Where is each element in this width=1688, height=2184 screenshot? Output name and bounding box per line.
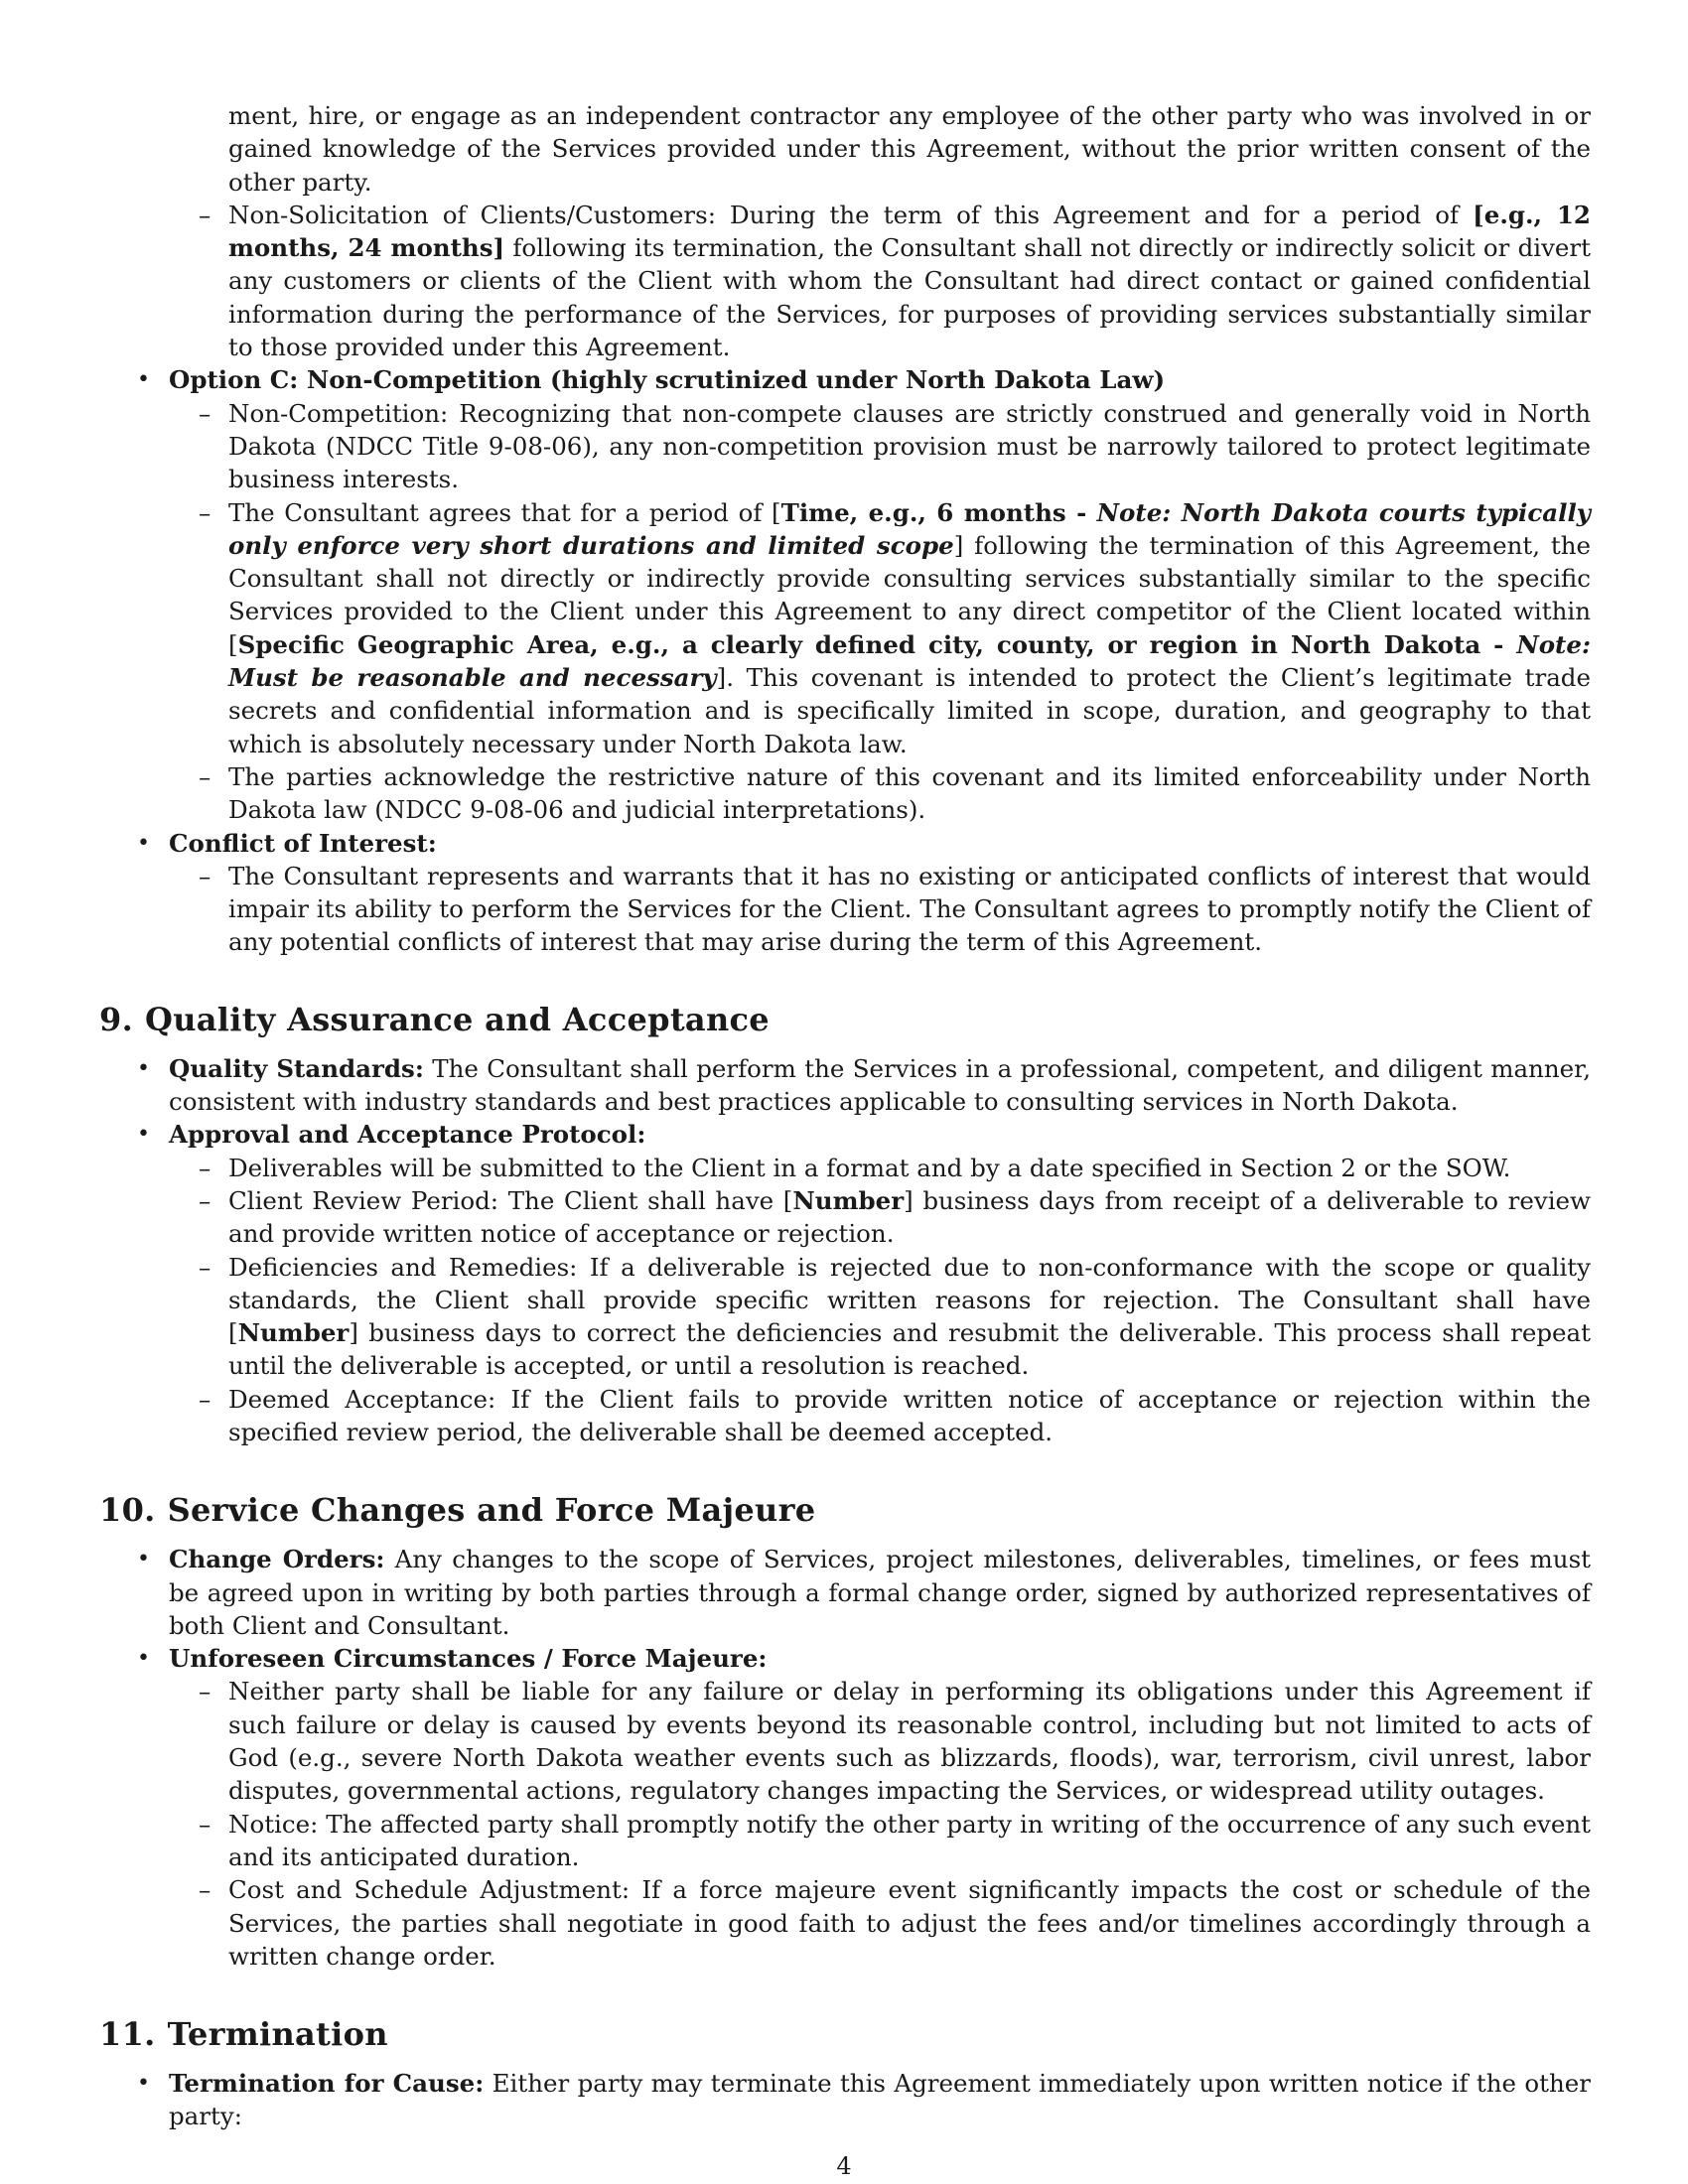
list-item <box>99 496 1591 760</box>
bold-label: Quality Standards: <box>169 1053 424 1083</box>
section-10-list <box>99 1543 1591 1675</box>
deficiencies-text <box>228 1251 1591 1383</box>
section-number: 10. <box>99 1491 156 1530</box>
placeholder-bold: Time, e.g., 6 months - <box>780 497 1097 527</box>
section-title: Service Changes and Force Majeure <box>167 1491 816 1530</box>
cost-schedule-text: – Cost and Schedule Adjustment: If a force majeure event significantly impacts the cost or schedule of the Services, the parties shall negotiate in good faith to adjust the fees and/or timelines accordingly through a written change order. <box>228 1875 1591 1971</box>
option-c-list <box>99 363 1591 396</box>
list-item <box>99 199 1591 363</box>
text-run: The Consultant shall perform the Services in a professional, competent, and diligent manner, consistent with industry standards and best practices applicable to consulting services in North Dakota. <box>169 1053 1591 1117</box>
conflict-list <box>99 827 1591 860</box>
page-content <box>99 99 1591 2133</box>
force-majeure-text: – Neither party shall be liable for any failure or delay in performing its obligations under this Agreement if such failure or delay is caused by events beyond its reasonable control, including but not limited to acts of God (e.g., severe North Dakota weather events such as blizzards, floods), war, terrorism, civil unrest, labor disputes, governmental actions, regulatory changes impacting the Services, or widespread utility outages. <box>228 1677 1591 1806</box>
notice-text: – Notice: The affected party shall promptly notify the other party in writing of the occurrence of any such event and its anticipated duration. <box>228 1809 1591 1871</box>
deliverables-text: – Deliverables will be submitted to the Client in a format and by a date specified in Section 2 or the SOW. <box>228 1153 1511 1182</box>
section-number: 9. <box>99 1000 134 1038</box>
text-run: Client Review Period: The Client shall have [ <box>228 1185 793 1215</box>
list-item <box>99 1873 1591 1973</box>
section-10-heading <box>99 1490 1591 1530</box>
bold-label: Termination for Cause: <box>169 2069 485 2099</box>
deemed-acceptance-text: – Deemed Acceptance: If the Client fails to provide written notice of acceptance or rejection within the specified review period, the deliverable shall be deemed accepted. <box>228 1384 1591 1446</box>
quality-standards-text <box>169 1052 1591 1119</box>
list-item <box>99 1251 1591 1383</box>
section-title: Termination <box>167 2015 388 2054</box>
section-9-sublist <box>99 1152 1591 1449</box>
section-10-sublist <box>99 1675 1591 1973</box>
conflict-heading <box>169 827 1591 860</box>
intro-list <box>99 199 1591 363</box>
placeholder-bold: [e.g., 12 months, 24 months] <box>228 200 1591 263</box>
list-item <box>99 1184 1591 1251</box>
list-item <box>99 1152 1591 1184</box>
placeholder-bold: Number <box>792 1185 905 1215</box>
text-run: ] business days to correct the deficiencies and resubmit the deliverable. This process shall repeat until the deliverable is accepted, or until a resolution is reached. <box>228 1318 1591 1381</box>
note-bold-italic: Note: Must be reasonable and necessary <box>228 629 1591 693</box>
text-run: Any changes to the scope of Services, project milestones, deliverables, timelines, or fees must be agreed upon in writing by both parties through a formal change order, signed by authorized representatives of both Client and Consultant. <box>169 1545 1591 1640</box>
non-solicit-clients-text <box>228 199 1591 363</box>
section-11-heading <box>99 2014 1591 2054</box>
non-competition-text: – Non-Competition: Recognizing that non-compete clauses are strictly construed and generally void in North Dakota (NDCC Title 9-08-06), any non-competition provision must be narrowly tailored to protect legitimate business interests. <box>228 398 1591 494</box>
bold-label: Unforeseen Circumstances / Force Majeure: <box>169 1644 768 1674</box>
section-number: 11. <box>99 2015 156 2054</box>
list-item <box>99 363 1591 396</box>
list-item <box>99 827 1591 860</box>
bold-label: Conflict of Interest: <box>169 828 437 858</box>
option-c-sublist <box>99 397 1591 827</box>
list-item <box>99 1052 1591 1119</box>
conflict-sublist <box>99 860 1591 959</box>
text-run: ] business days from receipt of a deliverable to review and provide written notice of acceptance or rejection. <box>228 1185 1591 1249</box>
option-c-heading <box>169 363 1591 396</box>
text-run: Deficiencies and Remedies: If a deliverable is rejected due to non-conformance with the scope or quality standards, the Client shall provide specific written reasons for rejection. The Consultant shall have [ <box>228 1252 1591 1348</box>
list-item <box>99 1383 1591 1449</box>
text-run: ]. This covenant is intended to protect the Client’s legitimate trade secrets and confidential information and is specifically limited in scope, duration, and geography to that which is absolutely necessary under North Dakota law. <box>228 663 1591 758</box>
text-run: ] following the termination of this Agreement, the Consultant shall not directly or indirectly provide consulting services substantially similar to the specific Services provided to the Client under this Agreement to any direct competitor of the Client located within [ <box>228 530 1591 659</box>
bold-label: Change Orders: <box>169 1545 385 1574</box>
placeholder-bold: Number <box>237 1318 350 1348</box>
restrictive-nature-text: – The parties acknowledge the restrictive nature of this covenant and its limited enforceability under North Dakota law (NDCC 9-08-06 and judicial interpretations). <box>228 761 1591 825</box>
list-item <box>99 397 1591 496</box>
list-item <box>99 1118 1591 1151</box>
list-item <box>99 1808 1591 1874</box>
list-item <box>99 1543 1591 1642</box>
list-item <box>99 2067 1591 2133</box>
section-title: Quality Assurance and Acceptance <box>145 1000 770 1038</box>
list-item <box>99 760 1591 827</box>
termination-cause-text <box>169 2067 1591 2133</box>
list-item <box>99 1642 1591 1675</box>
bold-label: Approval and Acceptance Protocol: <box>169 1120 646 1150</box>
change-orders-text <box>169 1543 1591 1642</box>
continuation-paragraph: ment, hire, or engage as an independent contractor any employee of the other party who was involved in or gained knowledge of the Services provided under this Agreement, without the prior written consent of the other party. <box>228 101 1591 197</box>
non-compete-period-text <box>228 496 1591 760</box>
text-run: following its termination, the Consultant shall not directly or indirectly solicit or divert any customers or clients of the Client with whom the Consultant had direct contact or gained confidential information during the performance of the Services, for purposes of providing services substantially similar to those provided under this Agreement. <box>228 233 1591 362</box>
section-9-heading <box>99 1000 1591 1039</box>
force-majeure-heading <box>169 1642 1591 1675</box>
list-item <box>99 860 1591 959</box>
approval-heading <box>169 1118 1591 1151</box>
text-run: The Consultant agrees that for a period of [ <box>228 497 781 527</box>
section-11-list <box>99 2067 1591 2133</box>
list-item <box>99 1675 1591 1807</box>
page-number: 4 <box>836 2152 852 2180</box>
bold-label: Option C: Non-Competition (highly scrutinized under North Dakota Law) <box>169 365 1166 395</box>
text-run: Non-Solicitation of Clients/Customers: During the term of this Agreement and for a period of <box>228 200 1474 229</box>
review-period-text <box>228 1184 1591 1251</box>
text-run: Either party may terminate this Agreement immediately upon written notice if the other party: <box>169 2069 1591 2131</box>
placeholder-bold: Specific Geographic Area, e.g., a clearly defined city, county, or region in North Dakota - <box>237 629 1517 659</box>
note-bold-italic: Note: North Dakota courts typically only enforce very short durations and limited scope <box>228 497 1591 560</box>
section-9-list <box>99 1052 1591 1152</box>
conflict-text: – The Consultant represents and warrants that it has no existing or anticipated conflicts of interest that would impair its ability to perform the Services for the Client. The Consultant agrees to promptly notify the Client of any potential conflicts of interest that may arise during the term of this Agreement. <box>228 861 1591 957</box>
